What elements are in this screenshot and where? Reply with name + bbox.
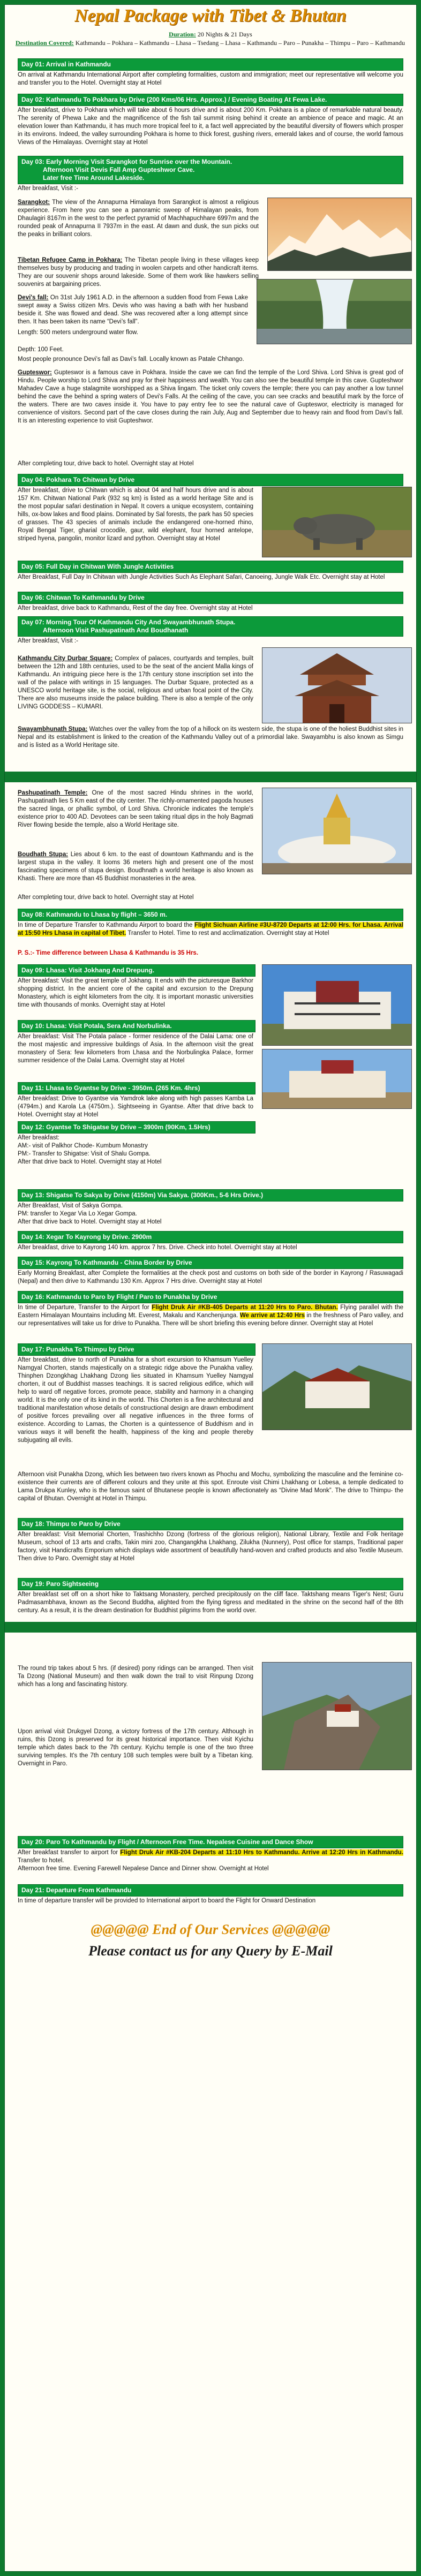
day-21-header: Day 21: Departure From Kathmandu [18, 1884, 403, 1897]
day-06-header: Day 06: Chitwan To Kathmandu by Drive [18, 592, 403, 604]
waterfall-photo [257, 279, 412, 344]
day-17-header: Day 17: Punakha To Thimpu by Drive [18, 1343, 255, 1356]
mountain-sunrise-photo [267, 198, 412, 271]
tibetan-camp-body: The Tibetan people living in these villages keep themselves busy by producing and trading in woolen carpets and other handicraft items. They are our souvenir shops around lakeside. Some of them work like hawkers selling souvenirs at bargaining prices. [18, 257, 259, 288]
gupteswor-text [18, 369, 403, 425]
rhino-image [262, 487, 411, 557]
durbar-square-body: Complex of palaces, courtyards and temples, built between the 12th and 18th centuries, used to be the seat of the ancient Malla kings of Kathmandu. An intriguing piece here is the 17th century stone inscription set into the wall of the palace with writings in 15 languages. The Durbar Square, protected as a UNESCO world heritage site, is the social, religious and urban focal point of the City. There are also museums inside the palace building. There is also a temple of the only LIVING GODDESS – KUMARI. [18, 655, 254, 710]
day-16-flight-highlight: Flight Druk Air #KB-405 Departs at 11:20 Hrs to Paro. Bhutan. [152, 1304, 338, 1311]
day-19-body-b: The round trip takes about 5 hrs. (if desired) pony ridings can be arranged. Then visit Ta Dzong (National Museum) and then walk down the trail to visit Rinpung Dzong which has a long and fascinating history. [18, 1665, 253, 1688]
day-08-body [18, 921, 403, 938]
day-16-body-2: Flying parallel with the Eastern Himalayan Mountains including Mt. Everest, Makalu and Kanchenjunga. [18, 1304, 403, 1319]
boudhanath-heading: Boudhath Stupa: [18, 851, 69, 858]
day-05-body: After Breakfast, Full Day In Chitwan with Jungle Activities Such As Elephant Safari, Canoeing, Jungle Walk Etc. Overnight stay at Hotel [18, 574, 385, 580]
taktsang-photo [262, 1662, 412, 1770]
day-19-body-c: Upon arrival visit Drukgyel Dzong, a victory fortress of the 17th century. Although in ruins, this Dzong is preserved for its great historical importance. Then visit Kyichu temple which dates back to the 7th century. Kyichu temple is one of the two three surviving temples. It's the 7th century 108 such temples were built by a Tibetan king. Overnight in Paro. [18, 1728, 253, 1767]
tibetan-camp-heading: Tibetan Refugee Camp in Pokhara: [18, 257, 123, 263]
duration-line [16, 31, 405, 39]
monastery-photo [262, 1049, 412, 1109]
duration-value: 20 Nights & 21 Days [197, 31, 252, 38]
pashupatinath-text [18, 789, 253, 829]
day-04-body: After breakfast, drive to Chitwan which is about 04 and half hours drive and is about 157 Km. Chitwan National Park (932 sq km) is listed as a world heritage Site and is the most popular safari destination in Nepal. It covers a unique ecosystem, containing hills, ox-bow lakes and flood plains. Dominated by Sal forests, the park has 50 species of grasses. The 43 species of animals include the endangered one-horned rhino, Royal Bengal Tiger, gharial crocodile, gaur, wild elephant, four horned antelope, striped hyena, pangolin, monitor lizard and python. Overnight stay at Hotel [18, 487, 253, 542]
day-10-header: Day 10: Lhasa: Visit Potala, Sera And Norbulinka. [18, 1020, 255, 1032]
mountain-sunrise-image [268, 198, 411, 270]
page-break [5, 772, 416, 782]
durbar-square-heading: Kathmandu City Durbar Square: [18, 655, 113, 662]
boudhanath-text [18, 851, 253, 883]
day-11-header: Day 11: Lhasa to Gyantse by Drive - 3950m. (265 Km. 4hrs) [18, 1082, 255, 1094]
day-03-subtitle-2: Later free Time Around Lakeside. [43, 174, 145, 182]
tigers-nest-image [262, 1663, 411, 1770]
day-12-header: Day 12: Gyantse To Shigatse by Drive – 3900m (90Km, 1.5Hrs) [18, 1121, 255, 1134]
day-13-body: After Breakfast, Visit of Sakya Gompa. PM: transfer to Xegar Via Lo Xegar Gompa. After that drive back to Hotel. Overnight stay at Hotel [18, 1203, 162, 1225]
potala-palace-image [262, 965, 411, 1045]
day-08-body-1: In time of Departure Transfer to Kathmandu Airport to board the [18, 922, 194, 928]
day-14-body: After breakfast, drive to Kayrong 140 km. approx 7 hrs. Drive. Check into hotel. Overnight stay at Hotel [18, 1244, 297, 1251]
rhino-photo [262, 487, 412, 557]
sarangkot-body: The view of the Annapurna Himalaya from Sarangkot is almost a religious experience. From here you can see a panoramic sweep of Himalayan peaks, from Dhaulagiri 8167m in the west to the perfect pyramid of Machhapuchhare 6997m and the rounded peak of Annapurna II 7937m in the east. At dawn and dusk, the sun picks out the peaks in brilliant colors. [18, 199, 259, 238]
day-08-header: Day 08: Kathmandu to Lhasa by flight – 3650 m. [18, 909, 403, 921]
day-09-body: After breakfast: Visit the great temple of Jokhang. It ends with the picturesque Barkhor shopping district. In the ancient core of the capital and excursion to the Drepung Monastery, which is eight kilometers from the city. It is important monastic universities time with thousands of monks. Overnight stay at Hotel [18, 978, 253, 1008]
pashupatinath-heading: Pashupatinath Temple: [18, 790, 88, 796]
day-16-body-3: in the freshness of Paro valley, and our representatives will take us for drive to Punakha. There will be short briefing this evening before dinner. Overnight stay at Hotel [18, 1312, 403, 1327]
day-07-body: After breakfast, Visit :- [18, 638, 78, 644]
day-03-body: After breakfast, Visit :- [18, 185, 78, 192]
day-18-header: Day 18: Thimpu to Paro by Drive [18, 1518, 403, 1530]
sarangkot-heading: Sarangkot: [18, 199, 50, 206]
durbar-square-text [18, 655, 253, 711]
punakha-dzong-image [262, 1344, 411, 1430]
temple-image [262, 648, 411, 723]
potala-photo [262, 964, 412, 1046]
destinations-label: Destination Covered: [16, 39, 74, 47]
day-21-body: In time of departure transfer will be provided to International airport to board the Flight for Onward Destination [18, 1898, 316, 1904]
day-14-header: Day 14: Xegar To Kayrong by Drive. 2900m [18, 1231, 403, 1243]
day-20-body-2: Transfer to hotel. [18, 1857, 64, 1864]
day-20-body [18, 1849, 403, 1873]
day-07-header [18, 616, 403, 637]
day-01-body: On arrival at Kathmandu International Airport after completing formalities, custom and immigration; meet our representative will welcome you and transfer you to the Hotel. Overnight stay at Hotel [18, 72, 403, 86]
day-11-body: After breakfast: Drive to Gyantse via Yamdrok lake along with high passes Kamba La (4794m.) and Karola La (4750m.). Sightseeing in Gyantse. After that drive back to Hotel. Overnight stay at Hotel [18, 1096, 253, 1118]
day-02-header: Day 02: Kathmandu To Pokhara by Drive (200 Kms/06 Hrs. Approx.) / Evening Boating At Fewa Lake. [18, 94, 403, 106]
pashupatinath-body: One of the most sacred Hindu shrines in the world, Pashupatinath lies 5 Km east of the city center. The richly-ornamented pagoda houses the sacred linga, or phallic symbol, of Lord Shiva. Chronicle indicates the temple's existence prior to 400 AD. Devotees can be seen taking ritual dips in the holy Bagmati River flowing beside the temple, also a World Heritage site. [18, 790, 254, 828]
day-20-flight-highlight: Flight Druk Air #KB-204 Departs at 11:10 Hrs to Kathmandu. Arrive at 12:20 Hrs in Kathmandu. [120, 1849, 403, 1856]
devis-fall-depth: Depth: 100 Feet. [18, 346, 64, 353]
day-10-body: After breakfast: Visit The Potala palace - former residence of the Dalai Lama: one of the most majestic and impressive buildings of Asia. In the afternoon visit the great monastery of Sera: few kilometers from Lhasa and the Norbulingka Palace, former summer residence of the Dalai Lama. Overnight stay at Hotel [18, 1033, 253, 1064]
day-20-body-1: After breakfast transfer to airport for [18, 1849, 121, 1856]
day-12-body: After breakfast: AM:- visit of Palkhor Chode- Kumbum Monastry PM:- Transfer to Shigatse: Visit of Shalu Gompa. After that drive back to Hotel. Overnight stay at Hotel [18, 1135, 162, 1165]
duration-label: Duration: [169, 31, 196, 38]
end-of-services: @@@@@ End of Our Services @@@@@ [91, 1922, 330, 1937]
day-01-header: Day 01: Arrival in Kathmandu [18, 58, 403, 71]
day-07-title: Day 07: Morning Tour Of Kathmandu City And Swayambhunath Stupa. [21, 618, 236, 626]
day-16-body-1: In time of Departure, Transfer to the Airport for [18, 1304, 152, 1311]
day-07-closing: After completing tour, drive back to hotel. Overnight stay at Hotel [18, 894, 194, 901]
day-16-body [18, 1304, 403, 1328]
itinerary-sheet [4, 4, 417, 2572]
stupa-image [262, 788, 411, 874]
day-16-header: Day 16: Kathmandu to Paro by Flight / Paro to Punakha by Drive [18, 1291, 403, 1303]
day-03-title: Day 03: Early Morning Visit Sarangkot for Sunrise over the Mountain. [21, 158, 232, 165]
day-03-closing: After completing tour, drive back to hotel. Overnight stay at Hotel [18, 460, 194, 467]
gupteswor-heading: Gupteswor: [18, 369, 52, 376]
day-17-body-afternoon: Afternoon visit Punakha Dzong, which lies between two rivers known as Phochu and Mochu, symbolizing the masculine and the feminine co-existence their currents are of different colours and they unite at this spot. Enroute visit Chimi Lhakhang or Lobesa, a temple dedicated to Lama Drukpa Kunley, who is the famous saint of Bhutanese people is known affectionately as “Divine Mad Monk”. The drive to Thimpu- the capital of Bhutan. Overnight at Hotel in Thimpu. [18, 1471, 403, 1502]
devis-fall-body: On 31st July 1961 A.D. in the afternoon a sudden flood from Fewa Lake swept away a Swiss citizen Mrs. Devis who was having a bath with her husband beside it. She was flowed and dead. She was recovered after a long attempt since then. It has been taken its name “Devi’s fall”. [18, 294, 249, 325]
page-title: Nepal Package with Tibet & Bhutan [74, 6, 347, 26]
swayambhunath-text [18, 726, 403, 750]
day-08-flight-highlight: Flight Sichuan Airline #3U-8720 Departs at 12:00 Hrs. for Lhasa. Arrival at 15:50 Hrs Lhasa in capital of Tibet. [18, 922, 404, 936]
day-03-subtitle-1: Afternoon Visit Devis Fall Amp Gupteshwor Cave. [43, 166, 195, 173]
pashupatinath-photo [262, 788, 412, 874]
devis-fall-note: Most people pronounce Devi’s fall as Davi’s fall. Locally known as Patale Chhango. [18, 356, 244, 362]
day-05-header: Day 05: Full Day in Chitwan With Jungle Activities [18, 561, 403, 573]
day-09-header: Day 09: Lhasa: Visit Jokhang And Drepung. [18, 964, 255, 977]
destinations-value: Kathmandu – Pokhara – Kathmandu – Lhasa – Tsedang – Lhasa – Kathmandu – Paro – Punakha – Thimpu – Paro – Kathmandu [75, 39, 405, 47]
gupteswor-body: Gupteswor is a famous cave in Pokhara. Inside the cave we can find the temple of the Lord Shiva. Lord Shiva is great god of Hindu. People worship to Lord Shiva and pray for their happiness and wealth. You can also see the beautiful temple in this cave. Gupteshwor Mahadev Cave a huge stalagmite worshipped as a Shiva lingam. The ticket only covers the temple; there you can pay another a low tunnel behind the cave the behind a spring waters of Devi's Falls. At the ceiling of the cave, you can see cracks and beautiful mark by the force of the waters. There are two caves inside it. You have to pay entry fee to see the natural cave of Gupteswor, electricity is managed for convenience of visitors. Second part of the cave closes during the rain July, Aug and September due to heavy rain and flood from Davi’s fall. It is an interesting experience to visit Gupteshwor. [18, 369, 403, 424]
sarangkot-text [18, 199, 259, 239]
destinations-line [16, 39, 405, 47]
monastery-image [262, 1049, 411, 1108]
day-07-subtitle: Afternoon Visit Pashupatinath And Boudhanath [43, 626, 189, 634]
time-difference-note: P. S.:- Time difference between Lhasa & Kathmandu is 35 Hrs. [18, 950, 199, 956]
tibetan-camp-text [18, 256, 259, 289]
devis-fall-text [18, 294, 248, 326]
day-18-body: After breakfast: Visit Memorial Chorten, Trashichho Dzong (fortress of the glorious religion), National Library, Textile and Folk heritage Museum, school of 13 arts and crafts, Takin mini zoo, Changangkha Lhakhang, Zilukha (Nunnery), Post office for stamps, Traditional paper factory, visit Handicrafts Emporium which displays wide assortment of beautifully hand-woven and crafted products and also Textile Museum. Then drive to Paro. Overnight stay at Hotel [18, 1531, 403, 1562]
contact-query-line: Please contact us for any Query by E-Mail [88, 1943, 333, 1959]
durbar-square-photo [262, 647, 412, 723]
swayambhunath-body: Watches over the valley from the top of a hillock on its western side, the stupa is one of the holiest Buddhist sites in Nepal and its establishment is linked to the creation of the Kathmandu Valley out of a primordial lake. Swayambhu is also known as Simgu and is listed as a World Heritage site. [18, 726, 403, 749]
day-06-body: After breakfast, drive back to Kathmandu, Rest of the day free. Overnight stay at Hotel [18, 605, 253, 611]
day-15-body: Early Morning Breakfast, after Complete the formalities at the check post and customs on both side of the border in Kayrong / Rasuwagadi (Nepal) and then drive to Kathmandu 130 Km. Approx 7 Hrs drive. Overnight stay at Hotel [18, 1270, 403, 1285]
day-02-body: After breakfast, drive to Pokhara which will take about 6 hours drive and is about 200 Km. Pokhara is a place of remarkable natural beauty. The serenity of Phewa Lake and the magnificence of the fish tail summit rising behind it create an ambience of peace and magic. At an elevation lower than Kathmandu, it has much more tropical feel to it, a fact well appreciated by the beautiful diversity of flowers which prosper in its environs. Indeed, the valley surrounding Pokhara is home to thick forest, gushing rivers, emerald lakes and of course, the world famous Views of the Himalayas. Overnight stay at Hotel [18, 107, 403, 146]
day-20-body-3: Afternoon free time. Evening Farewell Nepalese Dance and Dinner show. Overnight at Hotel [18, 1865, 269, 1872]
day-17-body: After breakfast, drive to north of Punakha for a short excursion to Khamsum Yuelley Namgyal Chorten, stands majestically on a strategic ridge above the Punakha valley. Thinphen Dzongkhag Lhakhang Dzong lies situated in Khamsum Yuelley Namgyal chorten, it out of Buddhist masses teachings. It is sacred religious edifice, which will help to ward off negative forces, promote peace, stability and harmony in a changing world. It is the only one of its kind in the world. This Chorten is a fine architectural and traditional manifestation whose details of constructional design are drawn embodiment of positive forces prevailing over all negative influences in the three forms of existence. According to Lamas, the Chorten is a quintessence of Buddhism and in various ways it will benefit the health, happiness of the king and people thereby subjugating all evils. [18, 1357, 253, 1444]
day-04-header: Day 04: Pokhara To Chitwan by Drive [18, 474, 403, 486]
day-20-header: Day 20: Paro To Kathmandu by Flight / Afternoon Free Time. Nepalese Cuisine and Dance Show [18, 1836, 403, 1848]
day-19-body: After breakfast set off on a short hike to Taktsang Monastery, perched precipitously on the cliff face. Taktshang means Tiger's Nest; Guru Padmasambhava, known as the Second Buddha, alighted from the flying tigress and meditated in the shrine on the second half of the 8th century. As a result, it is the dream destination for Buddhist pilgrims from the world over. [18, 1591, 403, 1614]
waterfall-image [257, 279, 411, 344]
page-break-2 [5, 1622, 416, 1633]
devis-fall-heading: Devi's fall: [18, 294, 49, 301]
day-08-body-2: Transfer to Hotel. Time to rest and acclimatization. Overnight stay at Hotel [127, 930, 329, 936]
devis-fall-length: Length: 500 meters underground water flow. [18, 329, 139, 336]
day-03-header [18, 156, 403, 184]
swayambhunath-heading: Swayambhunath Stupa: [18, 726, 88, 732]
day-13-header: Day 13: Shigatse To Sakya by Drive (4150m) Via Sakya. (300Km., 5-6 Hrs Drive.) [18, 1189, 403, 1202]
day-16-arrival-highlight: We arrive at 12:40 Hrs [239, 1312, 305, 1319]
day-15-header: Day 15: Kayrong To Kathmandu - China Border by Drive [18, 1257, 403, 1269]
boudhanath-body: Lies about 6 km. to the east of downtown Kathmandu and is the largest stupa in the valley. It looms 36 meters high and present one of the most fascinating specimens of stupa design. Boudhnath a world heritage is also known as Khasti. There are more than 45 Buddhist monasteries in the area. [18, 851, 254, 882]
day-19-header: Day 19: Paro Sightseeing [18, 1578, 403, 1590]
chorten-photo [262, 1343, 412, 1430]
